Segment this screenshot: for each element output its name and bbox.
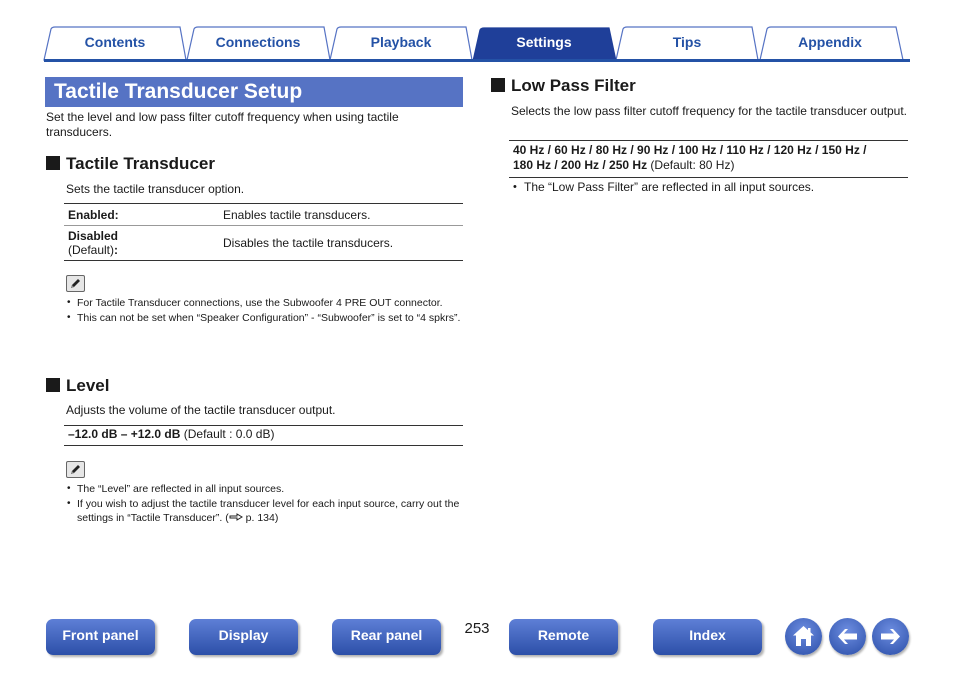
- low-pass-filter-notes: [511, 180, 907, 195]
- note-item: • This can not be set when “Speaker Configuration” - “Subwoofer” is set to “4 spkrs”.: [66, 311, 464, 325]
- low-pass-filter-description: Selects the low pass filter cutoff frequency for the tactile transducer output.: [511, 104, 907, 118]
- filter-values-line2: 180 Hz / 200 Hz / 250 Hz: [513, 158, 648, 172]
- filter-values-line1: 40 Hz / 60 Hz / 80 Hz / 90 Hz / 100 Hz / 110 Hz / 120 Hz / 150 Hz /: [513, 143, 867, 157]
- back-button[interactable]: [829, 618, 866, 655]
- option-key-colon: :: [114, 243, 119, 257]
- level-heading: [46, 376, 109, 396]
- note-item: • The “Low Pass Filter” are reflected in all input sources.: [511, 180, 907, 195]
- note-item: • The “Level” are reflected in all input sources.: [66, 482, 466, 496]
- pencil-note-icon: [66, 461, 85, 478]
- filter-default: (Default: 80 Hz): [650, 158, 735, 172]
- low-pass-filter-values: [509, 140, 908, 178]
- tab-shapes: [0, 0, 954, 64]
- home-button[interactable]: [785, 618, 822, 655]
- tab-appendix[interactable]: Appendix: [798, 34, 862, 50]
- section-square-icon: [491, 78, 505, 92]
- page-title: Tactile Transducer Setup: [45, 77, 463, 107]
- low-pass-filter-heading: [491, 76, 636, 96]
- index-button[interactable]: Index: [653, 619, 762, 655]
- arrow-right-icon: [872, 618, 909, 655]
- option-desc: Enables tactile transducers.: [223, 207, 371, 222]
- tab-settings[interactable]: Settings: [516, 34, 572, 50]
- remote-button[interactable]: Remote: [509, 619, 618, 655]
- tab-contents[interactable]: Contents: [84, 34, 146, 50]
- home-icon: [785, 618, 822, 655]
- option-key-default: (Default): [68, 243, 115, 257]
- level-range-values: –12.0 dB – +12.0 dB: [68, 427, 181, 441]
- front-panel-button[interactable]: Front panel: [46, 619, 155, 655]
- level-range-default: (Default : 0.0 dB): [183, 427, 275, 441]
- tab-tips[interactable]: Tips: [672, 34, 702, 50]
- tab-bar: [0, 0, 954, 64]
- option-row-enabled: [64, 204, 463, 225]
- section-square-icon: [46, 156, 60, 170]
- option-row-disabled: [64, 225, 463, 260]
- section-square-icon: [46, 378, 60, 392]
- note-item: • For Tactile Transducer connections, use the Subwoofer 4 PRE OUT connector.: [66, 296, 464, 310]
- forward-button[interactable]: [872, 618, 909, 655]
- tab-playback[interactable]: Playback: [370, 34, 432, 50]
- option-desc: Disables the tactile transducers.: [223, 236, 394, 250]
- tactile-transducer-heading-text: Tactile Transducer: [66, 154, 215, 173]
- tactile-transducer-description: Sets the tactile transducer option.: [66, 182, 245, 196]
- display-button[interactable]: Display: [189, 619, 298, 655]
- rear-panel-button[interactable]: Rear panel: [332, 619, 441, 655]
- arrow-left-icon: [829, 618, 866, 655]
- low-pass-filter-heading-text: Low Pass Filter: [511, 76, 636, 95]
- tab-connections[interactable]: Connections: [215, 34, 301, 50]
- level-notes: [66, 482, 466, 526]
- level-heading-text: Level: [66, 376, 110, 395]
- tactile-transducer-notes: [66, 296, 464, 326]
- hand-pointer-icon: [229, 512, 243, 522]
- note-item: [66, 497, 466, 525]
- pencil-note-icon: [66, 275, 85, 292]
- option-key: Enabled:: [68, 207, 119, 222]
- level-description: Adjusts the volume of the tactile transducer output.: [66, 403, 336, 417]
- tactile-transducer-options: [64, 203, 463, 261]
- option-key-name: Disabled: [68, 229, 119, 243]
- option-key: [64, 229, 223, 257]
- page-ref-link[interactable]: p. 134): [245, 512, 279, 524]
- page-number: 253: [464, 620, 490, 637]
- level-range: [64, 425, 463, 446]
- note-text: If you wish to adjust the tactile transducer level for each input source, carry out the settings in “Tactile Transducer”. (: [77, 498, 460, 524]
- page-intro: Set the level and low pass filter cutoff frequency when using tactile transducers.: [46, 110, 399, 139]
- tactile-transducer-heading: [46, 154, 215, 174]
